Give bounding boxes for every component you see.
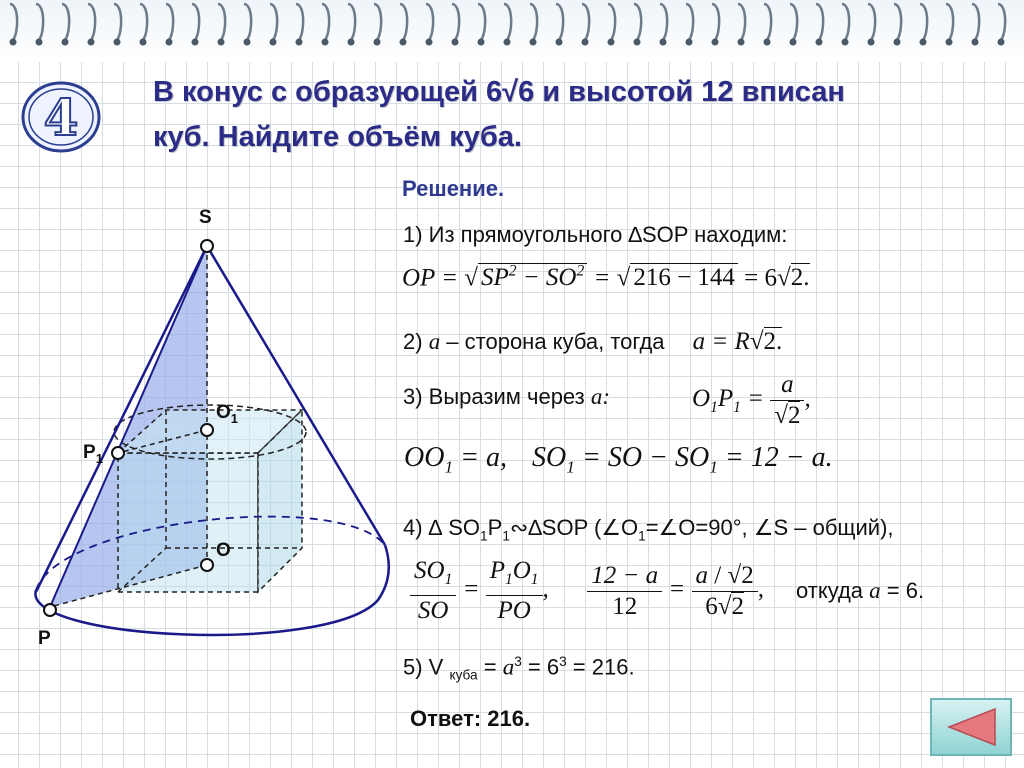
step1-result: = 6 — [744, 264, 778, 292]
step1-radicand: $SP^2 - SO^2$ — [478, 263, 587, 291]
back-button[interactable] — [930, 698, 1012, 756]
binding-hole-icon — [868, 39, 875, 46]
problem-line-1: В конус с образующей 6√6 и высотой 12 вписан — [153, 76, 845, 108]
binding-hole-icon — [842, 39, 849, 46]
step4-text-c: ∾∆SOP (∠O — [509, 515, 639, 540]
spiral-ring-icon — [998, 4, 1005, 40]
step4-f1-den: SO — [417, 597, 449, 624]
binding-hole-icon — [374, 39, 381, 46]
step5-line: 5) V $_{куба} = a^3 = 6^3 = 216$. — [403, 654, 635, 683]
step3-line2: $OO_1 = a$, $SO_1$ = SO − $SO_1 = 12 - a$. — [404, 442, 833, 477]
step3-line — [403, 384, 610, 410]
step4-line: 4) ∆ $SO_1P_1∾\Delta SOP$ ($\angle O_1=\angle O=90^\circ$, ∠S – общий), — [403, 515, 894, 544]
problem-number: 4 — [43, 88, 79, 147]
step4-f1-num: SO — [414, 557, 445, 584]
spiral-ring-icon — [36, 4, 43, 40]
binding-hole-icon — [270, 39, 277, 46]
spiral-ring-icon — [868, 4, 875, 40]
binding-hole-icon — [348, 39, 355, 46]
step3-so1: SO — [532, 442, 567, 473]
binding-hole-icon — [218, 39, 225, 46]
spiral-ring-icon — [478, 4, 485, 40]
step4-f3-num: 12 − a — [587, 561, 662, 592]
notebook-header — [0, 0, 1024, 62]
binding-hole-icon — [10, 39, 17, 46]
label-p1-letter: P — [83, 442, 96, 463]
step1-lhs: OP — [402, 264, 435, 292]
spiral-ring-icon — [608, 4, 615, 40]
spiral-ring-icon — [816, 4, 823, 40]
spiral-ring-icon — [764, 4, 771, 40]
binding-hole-icon — [400, 39, 407, 46]
label-p1-sub: 1 — [95, 450, 103, 466]
spiral-ring-icon — [192, 4, 199, 40]
cone-cube-figure — [20, 200, 400, 660]
step1-sp: SP — [480, 264, 509, 292]
step5-eq: = — [477, 654, 503, 680]
spiral-ring-icon — [348, 4, 355, 40]
step3-fraction: $O_1P_1$ = $\frac{a}{√2}$ , — [692, 371, 811, 429]
binding-hole-icon — [634, 39, 641, 46]
step3-frac-num: a — [770, 370, 804, 401]
binding-hole-icon — [322, 39, 329, 46]
step3-result: = 12 − a. — [717, 442, 833, 473]
binding-hole-icon — [426, 39, 433, 46]
binding-hole-icon — [998, 39, 1005, 46]
spiral-ring-icon — [946, 4, 953, 40]
step4-result — [796, 578, 924, 604]
binding-hole-icon — [738, 39, 745, 46]
step4-result-var: a — [869, 578, 881, 603]
spiral-ring-icon — [972, 4, 979, 40]
step3-oo1: OO — [404, 442, 445, 473]
binding-hole-icon — [114, 39, 121, 46]
binding-hole-icon — [920, 39, 927, 46]
step2-formula-root: 2. — [763, 328, 783, 355]
binding-hole-icon — [790, 39, 797, 46]
binding-hole-icon — [972, 39, 979, 46]
spiral-ring-icon — [322, 4, 329, 40]
binding-hole-icon — [530, 39, 537, 46]
binding-hole-icon — [244, 39, 251, 46]
step4-f3-den: 12 — [612, 592, 638, 620]
binding-hole-icon — [140, 39, 147, 46]
step3-var: a: — [590, 384, 611, 409]
spiral-ring-icon — [660, 4, 667, 40]
step3-so-minus: = SO − SO — [574, 442, 710, 473]
answer-text: Ответ: 216. — [410, 706, 531, 731]
spiral-ring-icon — [530, 4, 537, 40]
label-p: P — [38, 628, 51, 649]
step2-formula: a = R — [692, 328, 750, 355]
spiral-ring-icon — [114, 4, 121, 40]
spiral-ring-icon — [374, 4, 381, 40]
spiral-ring-icon — [400, 4, 407, 40]
step5-rest: = 6 — [521, 654, 560, 680]
step1-numbers: 216 − 144 — [630, 263, 738, 291]
label-p1 — [83, 442, 103, 466]
binding-hole-icon — [478, 39, 485, 46]
spiral-ring-icon — [62, 4, 69, 40]
binding-hole-icon — [452, 39, 459, 46]
binding-hole-icon — [166, 39, 173, 46]
spiral-ring-icon — [556, 4, 563, 40]
spiral-ring-icon — [712, 4, 719, 40]
point-o — [201, 559, 213, 571]
spiral-ring-icon — [842, 4, 849, 40]
label-o: O — [216, 540, 231, 561]
problem-statement — [153, 70, 1003, 160]
spiral-ring-icon — [504, 4, 511, 40]
step4-result-suffix: = 6. — [880, 578, 925, 603]
step2-prefix: 2) — [403, 329, 429, 354]
step4-f4-num: a — [695, 561, 709, 589]
spiral-ring-icon — [920, 4, 927, 40]
binding-hole-icon — [192, 39, 199, 46]
spiral-ring-icon — [686, 4, 693, 40]
step2-text: – сторона куба, тогда — [440, 329, 665, 354]
spiral-ring-icon — [426, 4, 433, 40]
step4-f2-den: PO — [497, 597, 531, 624]
spiral-ring-icon — [88, 4, 95, 40]
spiral-ring-icon — [140, 4, 147, 40]
spiral-ring-icon — [296, 4, 303, 40]
binding-hole-icon — [36, 39, 43, 46]
spiral-ring-icon — [582, 4, 589, 40]
step3-text: 3) Выразим через — [403, 384, 591, 409]
step4-fractions: $\frac{SO_1}{SO}$ = $\frac{P_1O_1}{PO}$ , $\frac{12 - a}{12}$ = $\frac{a / √2}{6√2}$ , — [410, 556, 764, 626]
binding-hole-icon — [296, 39, 303, 46]
step5-sub: куба — [449, 667, 478, 683]
step3-frac-lhs: O — [692, 385, 711, 413]
binding-hole-icon — [764, 39, 771, 46]
spiral-ring-icon — [166, 4, 173, 40]
spiral-ring-icon — [218, 4, 225, 40]
binding-hole-icon — [62, 39, 69, 46]
spiral-ring-icon — [790, 4, 797, 40]
label-o1-sub: 1 — [230, 410, 239, 426]
spiral-binding-icon — [0, 0, 1024, 62]
point-p1 — [112, 447, 124, 459]
label-o1-letter: O — [216, 402, 231, 423]
problem-line-2: куб. Найдите объём куба. — [153, 121, 522, 153]
point-p — [44, 604, 56, 616]
problem-number-badge — [20, 80, 102, 154]
point-s — [201, 240, 213, 252]
step1-formula: OP = √ $SP^2 - SO^2$ = √ 216 − 144 = 6√2. — [402, 263, 810, 292]
step2-line: 2) a – сторона куба, тогда a = R√2. — [403, 328, 783, 355]
step3-frac-den: 2 — [787, 402, 801, 429]
binding-hole-icon — [660, 39, 667, 46]
binding-hole-icon — [556, 39, 563, 46]
step4-f4-den: 6 — [705, 592, 718, 620]
binding-hole-icon — [504, 39, 511, 46]
step1-result-root: 2. — [790, 264, 810, 292]
spiral-ring-icon — [894, 4, 901, 40]
step4-text-a: 4) ∆ SO — [403, 515, 481, 540]
step4-f2-num: P — [489, 557, 505, 584]
spiral-ring-icon — [738, 4, 745, 40]
spiral-ring-icon — [10, 4, 17, 40]
step4-text-b: P — [487, 515, 503, 540]
binding-hole-icon — [88, 39, 95, 46]
step2-var: a — [428, 329, 441, 354]
point-o1 — [201, 424, 213, 436]
binding-hole-icon — [686, 39, 693, 46]
step3-eq-a: = a, — [453, 442, 508, 473]
binding-hole-icon — [712, 39, 719, 46]
binding-hole-icon — [894, 39, 901, 46]
binding-hole-icon — [816, 39, 823, 46]
label-s: S — [199, 207, 212, 228]
spiral-ring-icon — [270, 4, 277, 40]
spiral-ring-icon — [452, 4, 459, 40]
solution-heading: Решение. — [402, 176, 505, 201]
step4-text-d: =∠O=90°, ∠S – общий), — [645, 515, 894, 540]
binding-hole-icon — [608, 39, 615, 46]
label-o1 — [216, 402, 238, 426]
step5-var: a — [502, 654, 515, 680]
step1-text: 1) Из прямоугольного ∆SOP находим: — [403, 222, 788, 247]
step5-prefix: 5) V — [403, 654, 450, 680]
step1-so: SO — [545, 264, 577, 292]
spiral-ring-icon — [634, 4, 641, 40]
spiral-ring-icon — [244, 4, 251, 40]
binding-hole-icon — [582, 39, 589, 46]
step4-result-prefix: откуда — [796, 578, 870, 603]
step5-final: = 216. — [566, 654, 635, 680]
back-arrow-icon — [941, 705, 1001, 749]
binding-hole-icon — [946, 39, 953, 46]
